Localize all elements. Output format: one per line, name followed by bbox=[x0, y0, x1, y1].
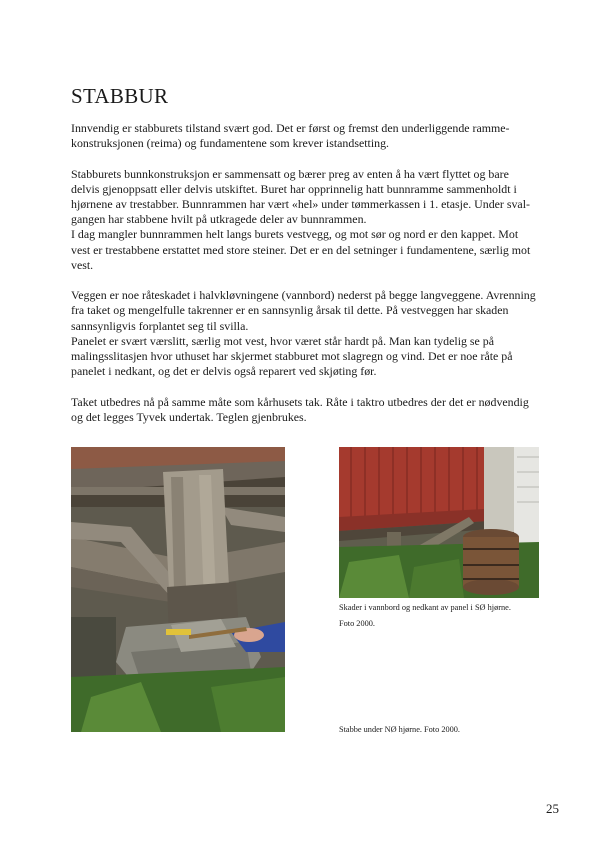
text-line: konstruksjonen (reima) og fundamentene som krever istandsetting. bbox=[71, 136, 389, 151]
text-line: Veggen er noe råteskadet i halvkløvningene (vannbord) nederst på begge langveggene. Avrenning bbox=[71, 288, 536, 303]
text-line: og det legges Tyvek undertak. Teglen gjenbrukes. bbox=[71, 409, 307, 424]
photo-stabbe bbox=[71, 447, 285, 732]
photo-panel-damage bbox=[339, 447, 539, 598]
caption-line: Foto 2000. bbox=[339, 619, 375, 628]
text-line: I dag mangler bunnrammen helt langs burets vestvegg, og mot sør og nord er den kappet. Mot bbox=[71, 227, 519, 242]
text-line: malingsslitasjen hvor uthuset har skjermet stabburet mot slagregn og vind. Det er noe råte på bbox=[71, 349, 513, 364]
text-line: gangen har stabbene hvilt på utkragede deler av bunnrammen. bbox=[71, 212, 367, 227]
photo-caption-panel-damage bbox=[339, 600, 559, 632]
text-line: Taket utbedres nå på samme måte som kårhusets tak. Råte i taktro utbedres der det er nødvendig bbox=[71, 394, 529, 409]
caption-line: Skader i vannbord og nedkant av panel i SØ hjørne. bbox=[339, 603, 511, 612]
body-text bbox=[71, 121, 543, 440]
paragraph-roof bbox=[71, 395, 543, 425]
text-line: vest. bbox=[71, 257, 94, 272]
text-line: Innvendig er stabburets tilstand svært god. Det er først og fremst den underliggende ramme- bbox=[71, 121, 510, 135]
photo-caption-stabbe bbox=[339, 722, 559, 738]
text-line: fra taket og mengelfulle takrenner er en sannsynlig årsak til dette. På vestveggen har skaden bbox=[71, 303, 509, 318]
paragraph-walls bbox=[71, 288, 543, 379]
text-line: vest er trestabbene erstattet med store steiner. Det er en del setninger i fundamentene, særlig mot bbox=[71, 242, 531, 257]
text-line: delvis gjenoppsatt eller delvis utskiftet. Buret har opprinnelig hatt bunnramme sammenholdt i bbox=[71, 181, 517, 196]
paragraph-foundation bbox=[71, 167, 543, 273]
page-title: STABBUR bbox=[71, 84, 169, 108]
text-line: Stabburets bunnkonstruksjon er sammensatt og bærer preg av enten å ha vært flyttet og bare bbox=[71, 166, 509, 181]
text-line: panelet i nedkant, og det er delvis også reparert ved skjøting før. bbox=[71, 364, 377, 379]
page-number: 25 bbox=[546, 801, 559, 816]
text-line: sannsynligvis forplantet seg til svilla. bbox=[71, 318, 249, 333]
caption-line: Stabbe under NØ hjørne. Foto 2000. bbox=[339, 725, 460, 734]
paragraph-condition bbox=[71, 121, 543, 151]
text-line: Panelet er svært værslitt, særlig mot vest, hvor været står hardt på. Man kan tydelig se på bbox=[71, 333, 495, 348]
text-line: hjørnene av trestabber. Bunnrammen har vært «hel» under tømmerkassen i 1. etasje. Under sval- bbox=[71, 197, 530, 211]
